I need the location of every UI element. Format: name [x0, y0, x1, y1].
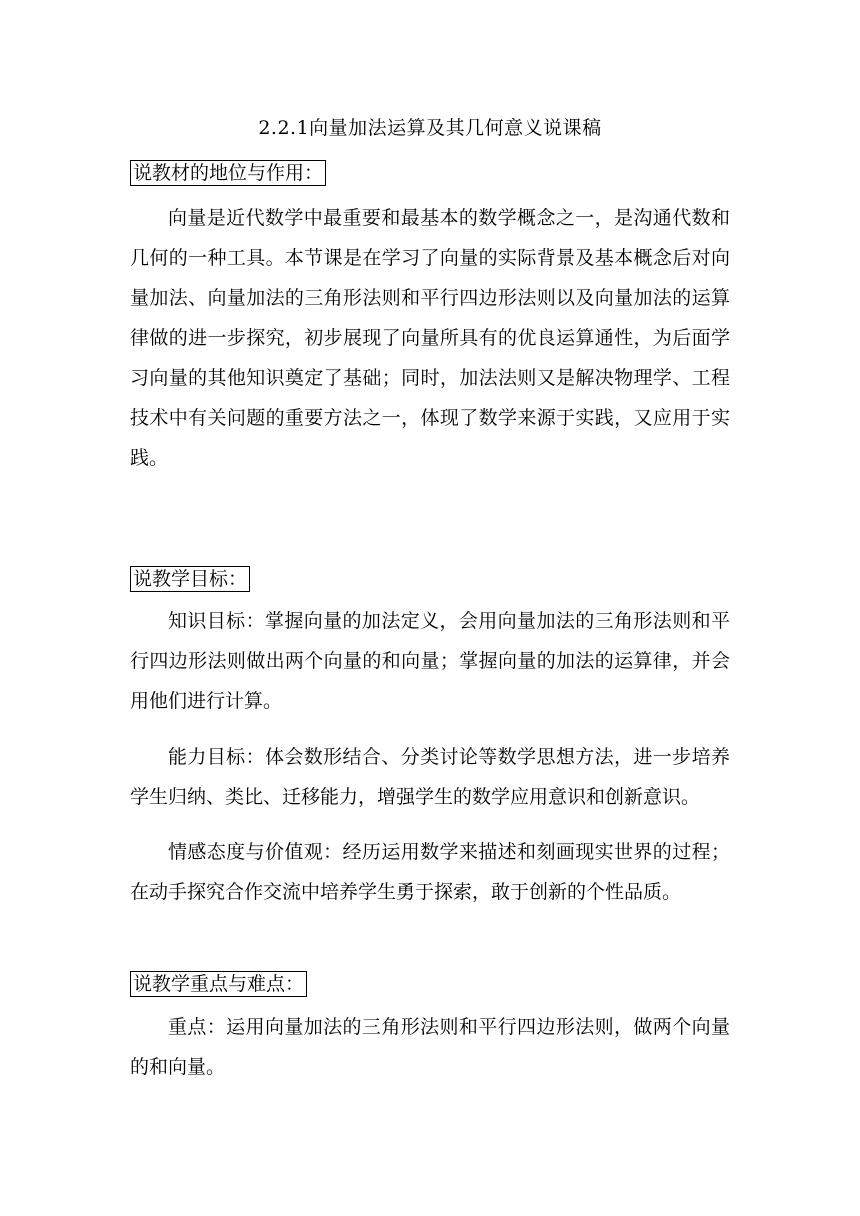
paragraph-key-point: 重点：运用向量加法的三角形法则和平行四边形法则，做两个向量的和向量。: [130, 1016, 730, 1078]
section-heading-teaching-goals: 说教学目标：: [130, 566, 250, 592]
paragraph-knowledge-goal: 知识目标：掌握向量的加法定义，会用向量加法的三角形法则和平行四边形法则做出两个向量的和向量；掌握向量的加法的运算律，并会用他们进行计算。: [130, 610, 730, 712]
paragraph-textbook-role: 向量是近代数学中最重要和最基本的数学概念之一，是沟通代数和几何的一种工具。本节课是在学习了向量的实际背景及基本概念后对向量加法、向量加法的三角形法则和平行四边形法则以及向量加法的运算律做的进一步探究，初步展现了向量所具有的优良运算通性，为后面学习向量的其他知识奠定了基础；同时，加法法则又是解决物理学、工程技术中有关问题的重要方法之一，体现了数学来源于实践，又应用于实践。: [130, 207, 730, 469]
document-title: 2.2.1向量加法运算及其几何意义说课稿: [258, 117, 602, 139]
section-heading-key-points: 说教学重点与难点：: [130, 971, 307, 997]
section-heading-textbook-role: 说教材的地位与作用：: [130, 160, 326, 186]
paragraph-attitude-goal: 情感态度与价值观：经历运用数学来描述和刻画现实世界的过程；在动手探究合作交流中培养学生勇于探索，敢于创新的个性品质。: [130, 841, 730, 903]
paragraph-ability-goal: 能力目标：体会数形结合、分类讨论等数学思想方法，进一步培养学生归纳、类比、迁移能力，增强学生的数学应用意识和创新意识。: [130, 746, 730, 808]
